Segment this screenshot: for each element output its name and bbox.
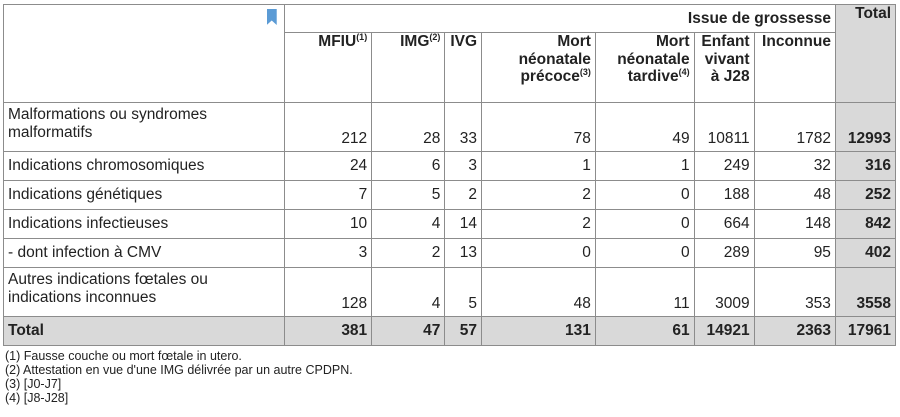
cell-value: 353: [754, 268, 835, 317]
cell-value: 4: [372, 210, 445, 239]
total-header: Total: [835, 5, 895, 103]
cell-value: 49: [595, 103, 694, 152]
cell-value: 95: [754, 239, 835, 268]
cell-value: 0: [595, 210, 694, 239]
cell-value: 212: [284, 103, 371, 152]
cell-value: 7: [284, 181, 371, 210]
bookmark-icon[interactable]: [267, 9, 277, 25]
row-label: Autres indications fœtales ou indications inconnues: [4, 268, 285, 317]
row-total: 842: [835, 210, 895, 239]
total-value: 61: [595, 317, 694, 346]
row-label: Indications génétiques: [4, 181, 285, 210]
total-value: 47: [372, 317, 445, 346]
cell-value: 2: [482, 181, 596, 210]
cell-value: 48: [482, 268, 596, 317]
corner-cell: [4, 5, 285, 103]
table-row: [4, 181, 896, 210]
footnote: (2) Attestation en vue d'une IMG délivrée par un autre CPDPN.: [5, 363, 353, 377]
col-header-img: IMG$^{(2)}$: [372, 33, 445, 103]
cell-value: 6: [372, 152, 445, 181]
table-container: [3, 4, 896, 405]
total-row-label: Total: [4, 317, 285, 346]
col-header-inconnue: Inconnue: [754, 33, 835, 103]
cell-value: 24: [284, 152, 371, 181]
table-row: [4, 152, 896, 181]
cell-value: 3: [445, 152, 482, 181]
row-label: - dont infection à CMV: [4, 239, 285, 268]
cell-value: 10811: [694, 103, 754, 152]
row-total: 3558: [835, 268, 895, 317]
row-label: Indications chromosomiques: [4, 152, 285, 181]
col-header-ivg: IVG: [445, 33, 482, 103]
cell-value: 33: [445, 103, 482, 152]
grand-total: 17961: [835, 317, 895, 346]
total-value: 131: [482, 317, 596, 346]
cell-value: 32: [754, 152, 835, 181]
table-row: [4, 268, 896, 317]
table-row: [4, 103, 896, 152]
cell-value: 664: [694, 210, 754, 239]
cell-value: 3009: [694, 268, 754, 317]
row-total: 12993: [835, 103, 895, 152]
row-total: 316: [835, 152, 895, 181]
cell-value: 13: [445, 239, 482, 268]
row-total: 402: [835, 239, 895, 268]
total-row: [4, 317, 896, 346]
cell-value: 0: [482, 239, 596, 268]
col-header-enfant-vivant: Enfant vivant à J28: [694, 33, 754, 103]
row-label: Malformations ou syndromes malformatifs: [4, 103, 285, 152]
cell-value: 2: [445, 181, 482, 210]
cell-value: 28: [372, 103, 445, 152]
total-value: 2363: [754, 317, 835, 346]
cell-value: 3: [284, 239, 371, 268]
cell-value: 188: [694, 181, 754, 210]
cell-value: 5: [372, 181, 445, 210]
cell-value: 0: [595, 239, 694, 268]
cell-value: 2: [482, 210, 596, 239]
col-header-mort-precoce: Mort néonatale précoce$^{(3)}$: [482, 33, 596, 103]
cell-value: 5: [445, 268, 482, 317]
cell-value: 78: [482, 103, 596, 152]
col-header-mfiu: MFIU$^{(1)}$: [284, 33, 371, 103]
total-value: 57: [445, 317, 482, 346]
footnote: (4) [J8-J28]: [5, 391, 69, 405]
footnote: (3) [J0-J7]: [5, 377, 62, 391]
cell-value: 48: [754, 181, 835, 210]
col-header-mort-tardive: Mort néonatale tardive$^{(4)}$: [595, 33, 694, 103]
cell-value: 289: [694, 239, 754, 268]
cell-value: 2: [372, 239, 445, 268]
table-row: [4, 239, 896, 268]
cell-value: 128: [284, 268, 371, 317]
table-row: [4, 210, 896, 239]
cell-value: 10: [284, 210, 371, 239]
total-value: 381: [284, 317, 371, 346]
cell-value: 1782: [754, 103, 835, 152]
cell-value: 249: [694, 152, 754, 181]
issue-header: Issue de grossesse: [284, 5, 835, 33]
cell-value: 0: [595, 181, 694, 210]
total-value: 14921: [694, 317, 754, 346]
cell-value: 1: [595, 152, 694, 181]
footnotes: [3, 349, 896, 405]
row-total: 252: [835, 181, 895, 210]
cell-value: 4: [372, 268, 445, 317]
footnote: (1) Fausse couche ou mort fœtale in utero.: [5, 349, 242, 363]
row-label: Indications infectieuses: [4, 210, 285, 239]
cell-value: 148: [754, 210, 835, 239]
cell-value: 1: [482, 152, 596, 181]
cell-value: 11: [595, 268, 694, 317]
pregnancy-outcome-table: [3, 4, 896, 346]
cell-value: 14: [445, 210, 482, 239]
